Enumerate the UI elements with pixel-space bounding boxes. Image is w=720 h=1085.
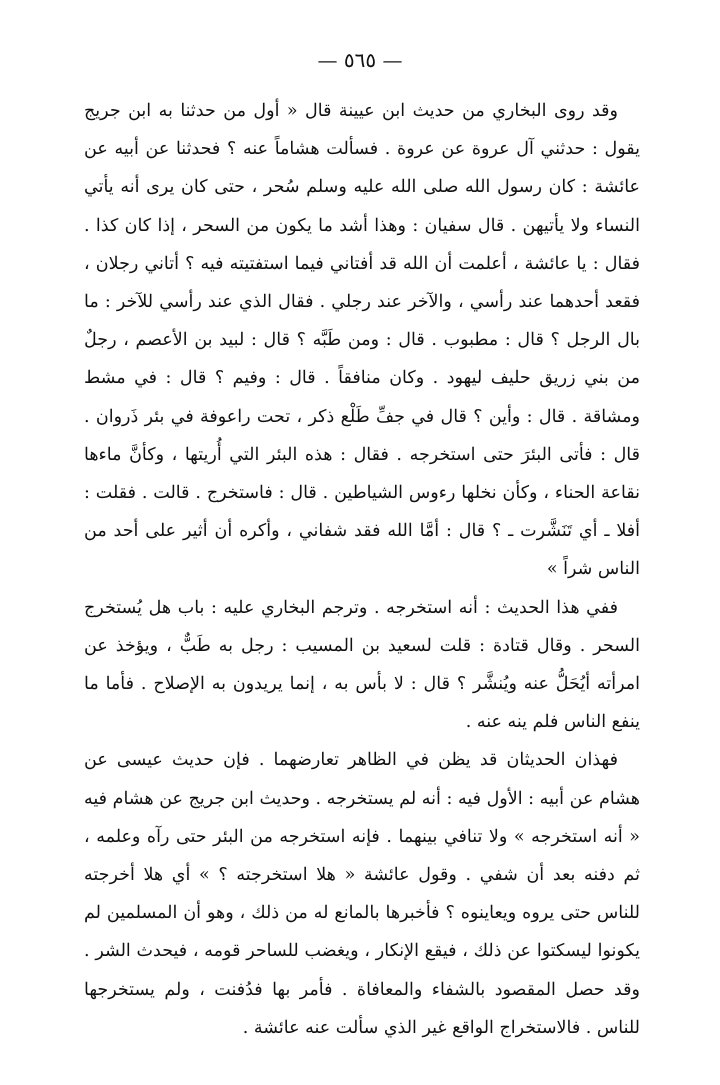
paragraph-2: ففي هذا الحديث : أنه استخرجه . وترجم البخاري عليه : باب هل يُستخرج السحر . وقال قتادة : قلت لسعيد بن المسيب : رجل به طَبٌّ ، ويؤخذ عن امرأته أيُحَلُّ عنه ويُنشَّر ؟ قال : لا بأس به ، إنما يريدون به الإصلاح . فأما ما ينفع الناس فلم ينه عنه . [84,597,640,733]
main-text [84,92,640,1047]
paragraph-1: وقد روى البخاري من حديث ابن عيينة قال « أول من حدثنا به ابن جريج يقول : حدثني آل عروة عن عروة . فسألت هشاماً عنه ؟ فحدثنا عن أبيه عن عائشة : كان رسول الله صلى الله عليه وسلم سُحر ، حتى كان يرى أنه يأتي النساء ولا يأتيهن . قال سفيان : وهذا أشد ما يكون من السحر ، إذا كان كذا . فقال : يا عائشة ، أعلمت أن الله قد أفتاني فيما استفتيته فيه ؟ أتاني رجلان ، فقعد أحدهما عند رأسي ، والآخر عند رجلي . فقال الذي عند رأسي للآخر : ما بال الرجل ؟ قال : مطبوب . قال : ومن طَبَّه ؟ قال : لبيد بن الأعصم ، رجلٌ من بني زريق حليف ليهود . وكان منافقاً . قال : وفيم ؟ قال : في مشط ومشاقة . قال : وأين ؟ قال في جفِّ طَلْع ذكر ، تحت راعوفة في بئر ذَروان . قال : فأتى البئرَ حتى استخرجه . فقال : هذه البئر التي أُريتها ، وكأنَّ ماءها نقاعة الحناء ، وكأن نخلها رءوس الشياطين . قال : فاستخرج . قالت . فقلت : أفلا ـ أي تَنَشَّرت ـ ؟ قال : أمَّا الله فقد شفاني ، وأكره أن أثير على أحد من الناس شراً » [84,101,640,580]
page-number: — ٥٦٥ — [317,48,403,72]
paragraph-3: فهذان الحديثان قد يظن في الظاهر تعارضهما . فإن حديث عيسى عن هشام عن أبيه : الأول فيه : أنه لم يستخرجه . وحديث ابن جريج عن هشام فيه « أنه استخرجه » ولا تنافي بينهما . فإنه استخرجه من البئر حتى رآه وعلمه ، ثم دفنه بعد أن شفي . وقول عائشة « هلا استخرجته ؟ » أي هلا أخرجته للناس حتى يروه ويعاينوه ؟ فأخبرها بالمانع له من ذلك ، وهو أن المسلمين لم يكونوا ليسكتوا عن ذلك ، فيقع الإنكار ، ويغضب للساحر قومه ، فيحدث الشر . وقد حصل المقصود بالشفاء والمعافاة . فأمر بها فدُفنت ، ولم يستخرجها للناس . فالاستخراج الواقع غير الذي سألت عنه عائشة . [84,750,640,1038]
